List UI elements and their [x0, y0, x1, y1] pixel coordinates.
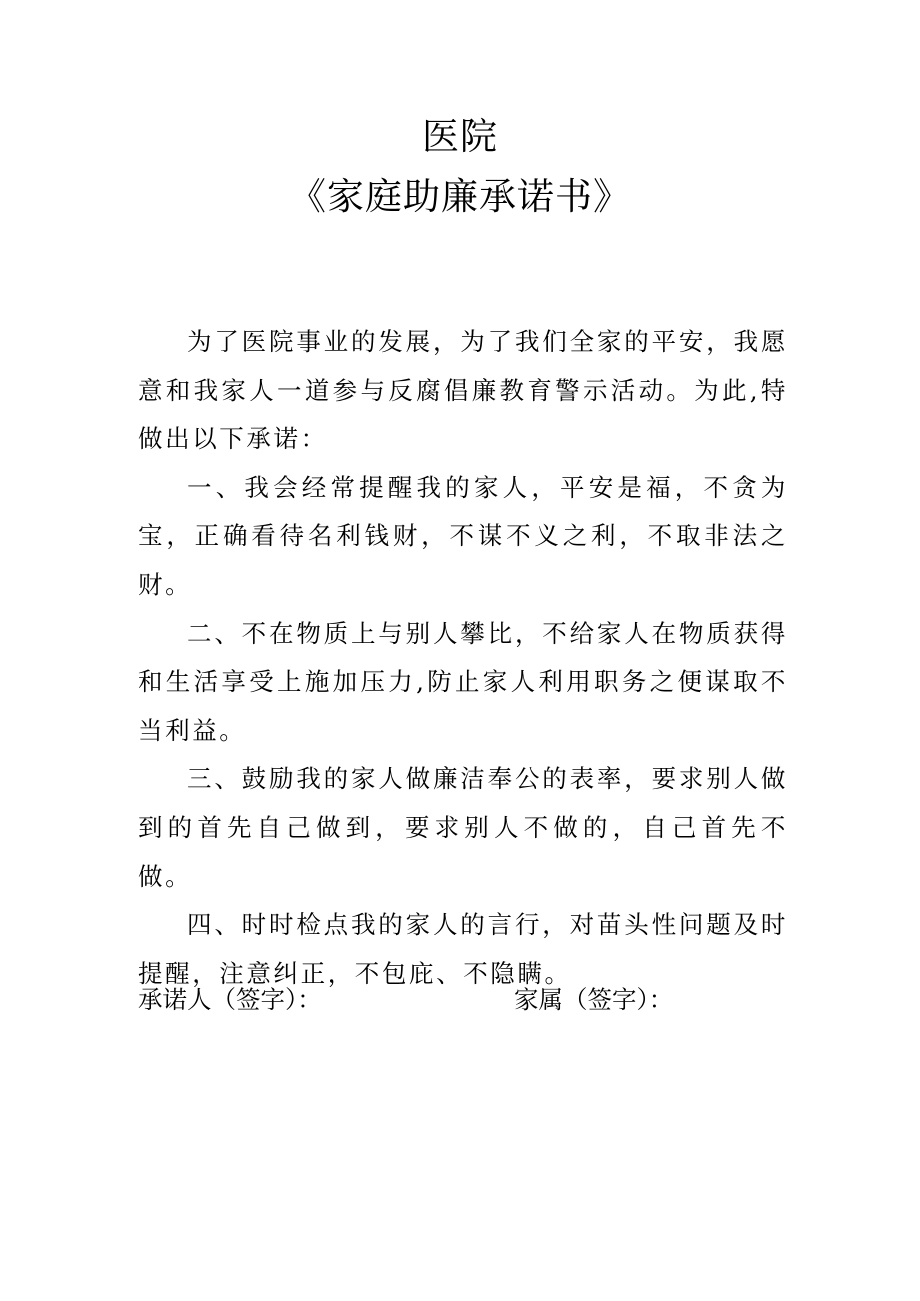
- document-body: [138, 318, 788, 998]
- family-signature-label: 家属（签字）：: [514, 985, 674, 1014]
- paragraph-intro: 为了医院事业的发展，为了我们全家的平安，我愿意和我家人一道参与反腐倡廉教育警示活动。为此,特做出以下承诺：: [138, 327, 788, 454]
- paragraph-pledge-1: 一、我会经常提醒我的家人，平安是福，不贪为宝，正确看待名利钱财，不谋不义之利，不取非法之财。: [138, 472, 788, 599]
- paragraph-pledge-2: 二、不在物质上与别人攀比，不给家人在物质获得和生活享受上施加压力,防止家人利用职务之便谋取不当利益。: [138, 618, 788, 745]
- promisor-signature-label: 承诺人（签字）：: [138, 985, 322, 1014]
- paragraph-pledge-3: 三、鼓励我的家人做廉洁奉公的表率，要求别人做到的首先自己做到，要求别人不做的，自己首先不做。: [138, 764, 788, 891]
- document-title-pledge: 《家庭助廉承诺书》: [289, 175, 631, 218]
- document-title-hospital: 医院: [422, 115, 498, 158]
- signature-section: [138, 976, 788, 1024]
- paragraph-pledge-4: 四、时时检点我的家人的言行，对苗头性问题及时提醒，注意纠正，不包庇、不隐瞒。: [138, 910, 788, 988]
